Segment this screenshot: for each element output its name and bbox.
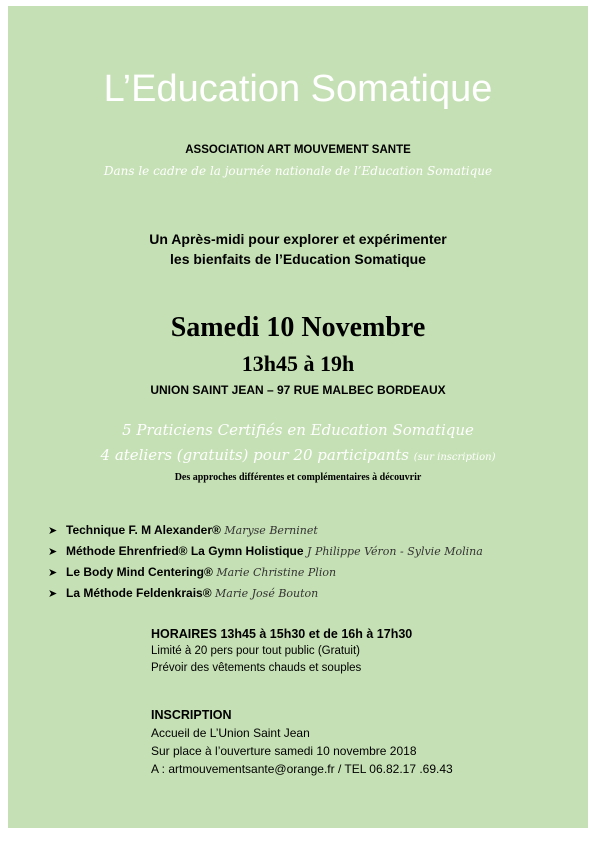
event-context: Dans le cadre de la journée nationale de l’Education Somatique xyxy=(103,164,493,178)
arrow-bullet-icon: ➤ xyxy=(48,546,58,558)
list-item xyxy=(48,583,578,604)
intro-text xyxy=(8,229,588,269)
method-name: Le Body Mind Centering® xyxy=(66,565,213,579)
method-practitioner: J Philippe Véron - Sylvie Molina xyxy=(303,545,483,558)
approaches-text: Des approches différentes et complémentaires à découvrir xyxy=(174,472,422,483)
flyer-page xyxy=(8,6,588,828)
registration-title: INSCRIPTION xyxy=(151,708,232,722)
method-practitioner: Maryse Berninet xyxy=(220,524,318,537)
arrow-bullet-icon: ➤ xyxy=(48,567,58,579)
intro-line-2: les bienfaits de l’Education Somatique xyxy=(170,251,426,267)
flyer-title: L’Education Somatique xyxy=(103,68,493,110)
registration-onsite: Sur place à l’ouverture samedi 10 novembre 2018 xyxy=(151,744,417,758)
method-name: Méthode Ehrenfried® La Gymn Holistique xyxy=(66,544,304,558)
schedule-title: HORAIRES 13h45 à 15h30 et de 16h à 17h30 xyxy=(151,627,413,641)
ateliers-text: 4 ateliers (gratuits) pour 20 participants xyxy=(100,446,414,464)
event-place: UNION SAINT JEAN – 97 RUE MALBEC BORDEAUX xyxy=(150,383,446,397)
method-name: La Méthode Feldenkrais® xyxy=(66,586,212,600)
list-item xyxy=(48,520,578,541)
inscription-note: (sur inscription) xyxy=(413,452,496,463)
association-name: ASSOCIATION ART MOUVEMENT SANTE xyxy=(185,144,411,156)
event-time: 13h45 à 19h xyxy=(241,351,355,376)
registration-block xyxy=(151,706,453,778)
praticiens-block xyxy=(8,418,588,470)
methods-list xyxy=(48,520,578,604)
registration-location: Accueil de L’Union Saint Jean xyxy=(151,726,310,740)
schedule-advice: Prévoir des vêtements chauds et souples xyxy=(151,662,362,674)
list-item xyxy=(48,541,578,562)
praticiens-line-2 xyxy=(8,443,588,470)
schedule-block xyxy=(151,626,412,677)
intro-line-1: Un Après-midi pour explorer et expérimenter xyxy=(149,231,447,247)
arrow-bullet-icon: ➤ xyxy=(48,525,58,537)
schedule-capacity: Limité à 20 pers pour tout public (Gratuit) xyxy=(151,645,361,657)
method-name: Technique F. M Alexander® xyxy=(66,523,221,537)
registration-contact: A : artmouvementsante@orange.fr / TEL 06.82.17 .69.43 xyxy=(151,762,453,776)
arrow-bullet-icon: ➤ xyxy=(48,588,58,600)
praticiens-line-1: 5 Praticiens Certifiés en Education Somatique xyxy=(122,421,474,439)
method-practitioner: Marie Christine Plion xyxy=(212,566,337,579)
list-item xyxy=(48,562,578,583)
event-date: Samedi 10 Novembre xyxy=(170,312,426,343)
method-practitioner: Marie José Bouton xyxy=(211,587,319,600)
